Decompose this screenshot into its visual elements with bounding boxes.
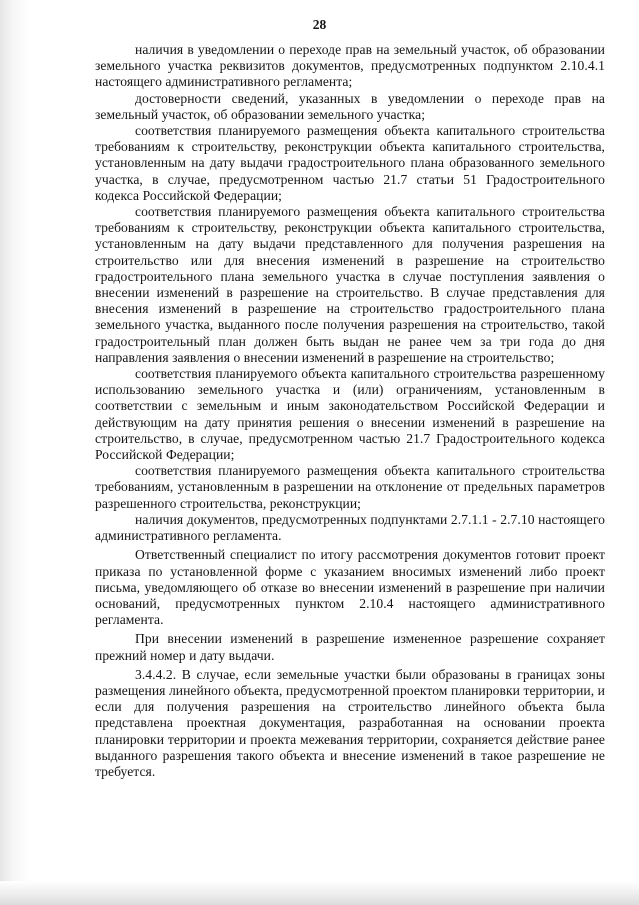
scan-shadow-left <box>0 0 30 905</box>
paragraph-10: 3.4.4.2. В случае, если земельные участки были образованы в границах зоны размещения линейного объекта, предусмотренной проектом планировки территории, и если для получения разрешения на строительство линейного объекта была представлена проектная документация, разработанная на основании проекта планировки территории и проекта межевания территории, сохраняется действие ранее выданного разрешения такого объекта и внесение изменений в такое разрешение не требуется. <box>95 666 605 779</box>
paragraph-8: Ответственный специалист по итогу рассмотрения документов готовит проект приказа по установленной форме с указанием вносимых изменений либо проект письма, уведомляющего об отказе во внесении изменений в разрешение при наличии оснований, предусмотренных пунктом 2.10.4 настоящего административного регламента. <box>95 547 605 628</box>
paragraph-1: наличия в уведомлении о переходе прав на земельный участок, об образовании земельного участка реквизитов документов, предусмотренных подпунктом 2.10.4.1 настоящего административного регламента; <box>95 42 605 90</box>
paragraph-5: соответствия планируемого объекта капитального строительства разрешенному использованию земельного участка и (или) ограничениям, установленным в соответствии с земельным и иным законодательством Российской Федерации и действующим на дату принятия решения о внесении изменений в разрешение на строительство, в случае, предусмотренном частью 21.7 Градостроительного кодекса Российской Федерации; <box>95 366 605 463</box>
paragraph-3: соответствия планируемого размещения объекта капитального строительства требованиям к строительству, реконструкции объекта капитального строительства, установленным на дату выдачи градостроительного плана образованного земельного участка, в случае, предусмотренном частью 21.7 статьи 51 Градостроительного кодекса Российской Федерации; <box>95 123 605 203</box>
document-body <box>95 42 605 780</box>
paragraph-6: соответствия планируемого размещения объекта капитального строительства требованиям, установленным в разрешении на отклонение от предельных параметров разрешенного строительства, реконструкции; <box>95 463 605 511</box>
paragraph-9: При внесении изменений в разрешение измененное разрешение сохраняет прежний номер и дату выдачи. <box>95 631 605 663</box>
paragraph-2: достоверности сведений, указанных в уведомлении о переходе прав на земельный участок, об образовании земельного участка; <box>95 90 605 122</box>
paragraph-7: наличия документов, предусмотренных подпунктами 2.7.1.1 - 2.7.10 настоящего административного регламента. <box>95 511 605 544</box>
page-number: 28 <box>312 17 327 32</box>
paragraph-4: соответствия планируемого размещения объекта капитального строительства требованиям к строительству, реконструкции объекта капитального строительства, установленным на дату выдачи представленного для получения разрешения на строительство или для внесения изменений в разрешение на строительство градостроительного плана земельного участка в случае поступления заявления о внесении изменений в разрешение на строительство. В случае представления для внесения изменений в разрешение на строительство градостроительного плана земельного участка, выданного после получения разрешения на строительство, такой градостроительный план должен быть выдан не ранее чем за три года до дня направления заявления о внесении изменений в разрешение на строительство; <box>95 204 605 365</box>
scan-shadow-bottom <box>0 881 639 905</box>
